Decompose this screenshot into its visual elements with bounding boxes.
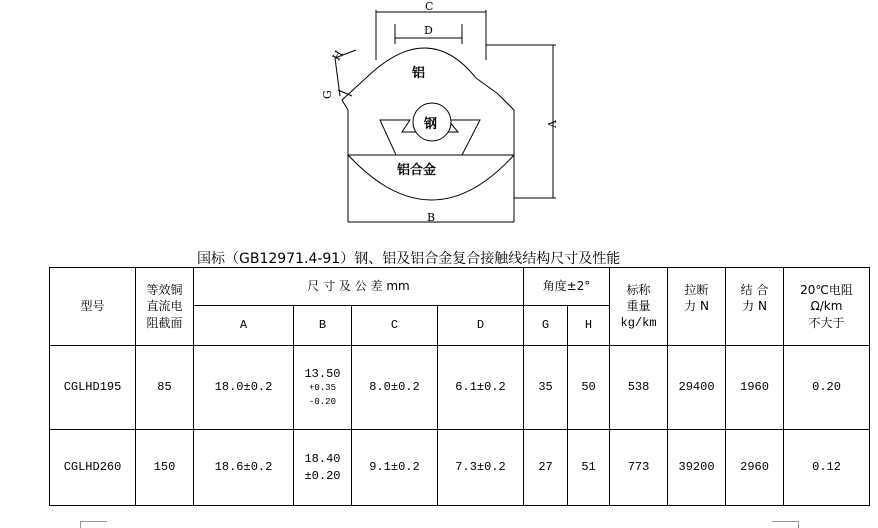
header-col-h: H xyxy=(568,306,610,346)
cell-b-nominal: 13.50 xyxy=(304,366,341,381)
cell-b-tol: ±0.20 xyxy=(304,468,341,483)
cell-h: 51 xyxy=(568,430,610,506)
cell-h: 50 xyxy=(568,346,610,430)
spec-table xyxy=(49,267,870,506)
header-bond-line1: 结 合 xyxy=(740,283,769,298)
label-d: D xyxy=(424,24,433,37)
label-c: C xyxy=(425,0,434,13)
cell-b-nominal: 18.40 xyxy=(304,452,341,467)
header-equiv-line1: 等效铜 xyxy=(146,283,183,298)
header-angle: 角度±2° xyxy=(524,268,610,306)
cell-model: CGLHD260 xyxy=(50,430,136,506)
label-aluminum-alloy: 铝合金 xyxy=(397,163,437,178)
table-row xyxy=(50,346,870,430)
cell-weight: 773 xyxy=(610,430,668,506)
cell-bond: 1960 xyxy=(726,346,784,430)
cell-b xyxy=(294,346,352,430)
label-b: B xyxy=(427,211,436,224)
cell-c: 8.0±0.2 xyxy=(352,346,438,430)
cell-g: 35 xyxy=(524,346,568,430)
header-bond xyxy=(726,268,784,346)
header-tensile xyxy=(668,268,726,346)
cell-model: CGLHD195 xyxy=(50,346,136,430)
header-resist-line2: Ω/km xyxy=(810,299,843,314)
table-caption: 国标（GB12971.4-91）钢、铝及铝合金复合接触线结构尺寸及性能 xyxy=(197,251,621,267)
header-equiv-line3: 阻截面 xyxy=(146,315,183,330)
header-tensile-line2: 力 N xyxy=(684,299,709,314)
header-tensile-line1: 拉断 xyxy=(684,283,709,298)
cell-b xyxy=(294,430,352,506)
cell-equiv: 150 xyxy=(136,430,194,506)
header-dims: 尺 寸 及 公 差 mm xyxy=(194,268,524,306)
cell-tensile: 39200 xyxy=(668,430,726,506)
header-col-a: A xyxy=(194,306,294,346)
header-weight-line1: 标称 xyxy=(626,283,651,298)
cell-d: 7.3±0.2 xyxy=(438,430,524,506)
header-equiv-section xyxy=(136,268,194,346)
label-g: G xyxy=(321,90,334,99)
right-shoulder xyxy=(476,78,514,110)
header-resist-line3: 不大于 xyxy=(808,315,845,330)
label-a: A xyxy=(546,120,559,128)
cell-resistance: 0.12 xyxy=(784,430,870,506)
header-resist-line1: 20℃电阻 xyxy=(800,283,853,298)
cell-tensile: 29400 xyxy=(668,346,726,430)
header-weight xyxy=(610,268,668,346)
cell-bond: 2960 xyxy=(726,430,784,506)
header-col-c: C xyxy=(352,306,438,346)
cell-equiv: 85 xyxy=(136,346,194,430)
cell-b-tol-minus: -0.20 xyxy=(308,396,336,407)
header-weight-line2: 重量 xyxy=(626,299,651,314)
header-col-g: G xyxy=(524,306,568,346)
cross-section-diagram xyxy=(0,0,878,245)
header-equiv-line2: 直流电 xyxy=(146,299,183,314)
cell-weight: 538 xyxy=(610,346,668,430)
header-weight-line3: kg/km xyxy=(620,315,657,330)
header-model: 型号 xyxy=(50,268,136,346)
header-col-d: D xyxy=(438,306,524,346)
label-steel: 钢 xyxy=(424,117,438,132)
label-h: H xyxy=(329,48,346,63)
cell-d: 6.1±0.2 xyxy=(438,346,524,430)
cell-a: 18.0±0.2 xyxy=(194,346,294,430)
cell-resistance: 0.20 xyxy=(784,346,870,430)
table-row xyxy=(50,430,870,506)
label-aluminum: 铝 xyxy=(412,66,426,81)
left-shoulder xyxy=(342,78,366,110)
cell-b-tol-plus: +0.35 xyxy=(308,383,336,394)
cell-a: 18.6±0.2 xyxy=(194,430,294,506)
header-resistance xyxy=(784,268,870,346)
header-col-b: B xyxy=(294,306,352,346)
cell-g: 27 xyxy=(524,430,568,506)
header-row-1 xyxy=(50,268,870,306)
header-bond-line2: 力 N xyxy=(742,299,767,314)
cell-c: 9.1±0.2 xyxy=(352,430,438,506)
